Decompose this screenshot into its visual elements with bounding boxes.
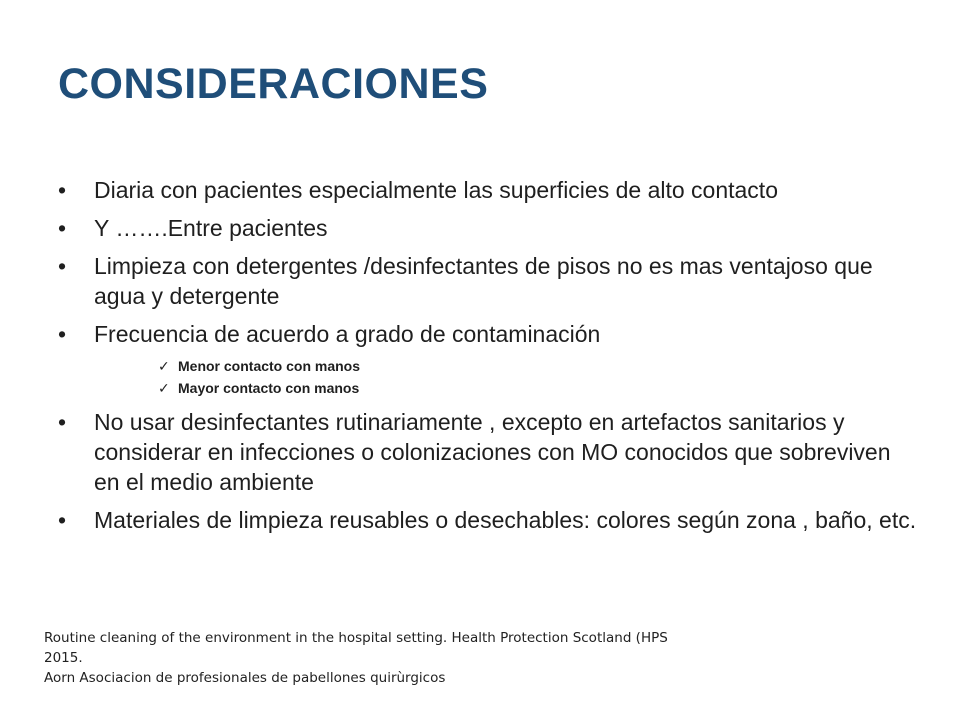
sub-bullet-text: Menor contacto con manos — [178, 358, 361, 374]
check-icon: ✓ — [158, 358, 170, 374]
sub-bullet-item — [94, 377, 918, 399]
sub-bullet-list — [94, 355, 918, 399]
check-icon: ✓ — [158, 380, 170, 396]
reference-line: Aorn Asociacion de profesionales de pabellones quirùrgicos — [44, 670, 446, 686]
bullet-text: Diaria con pacientes especialmente las superficies de alto contacto — [94, 177, 778, 203]
bullet-text: Materiales de limpieza reusables o desechables: colores según zona , baño, etc. — [94, 507, 917, 533]
bullet-item — [58, 505, 918, 535]
bullet-text: Y …….Entre pacientes — [94, 215, 328, 241]
bullet-text: Frecuencia de acuerdo a grado de contaminación — [94, 321, 601, 347]
bullet-icon: • — [58, 253, 67, 279]
reference-line: 2015. — [44, 650, 83, 666]
bullet-item — [58, 407, 918, 497]
bullet-item — [58, 251, 918, 311]
bullet-icon: • — [58, 409, 67, 435]
bullet-item — [58, 175, 918, 205]
bullet-icon: • — [58, 177, 67, 203]
bullet-text: No usar desinfectantes rutinariamente , excepto en artefactos sanitarios y considerar en infecciones o colonizaciones con MO conocidos que sobreviven en el medio ambiente — [94, 409, 891, 495]
sub-bullet-item — [94, 355, 918, 377]
sub-bullet-text: Mayor contacto con manos — [178, 380, 360, 396]
bullet-icon: • — [58, 215, 67, 241]
bullet-item — [58, 213, 918, 243]
bullet-icon: • — [58, 321, 67, 347]
bullet-text: Limpieza con detergentes /desinfectantes de pisos no es mas ventajoso que agua y detergente — [94, 253, 873, 309]
bullet-icon: • — [58, 507, 67, 533]
bullet-item — [58, 319, 918, 399]
references — [44, 628, 784, 688]
slide-title: CONSIDERACIONES — [58, 60, 489, 108]
reference-line: Routine cleaning of the environment in the hospital setting. Health Protection Scotland (HPS — [44, 630, 668, 646]
bullet-list — [58, 175, 918, 543]
